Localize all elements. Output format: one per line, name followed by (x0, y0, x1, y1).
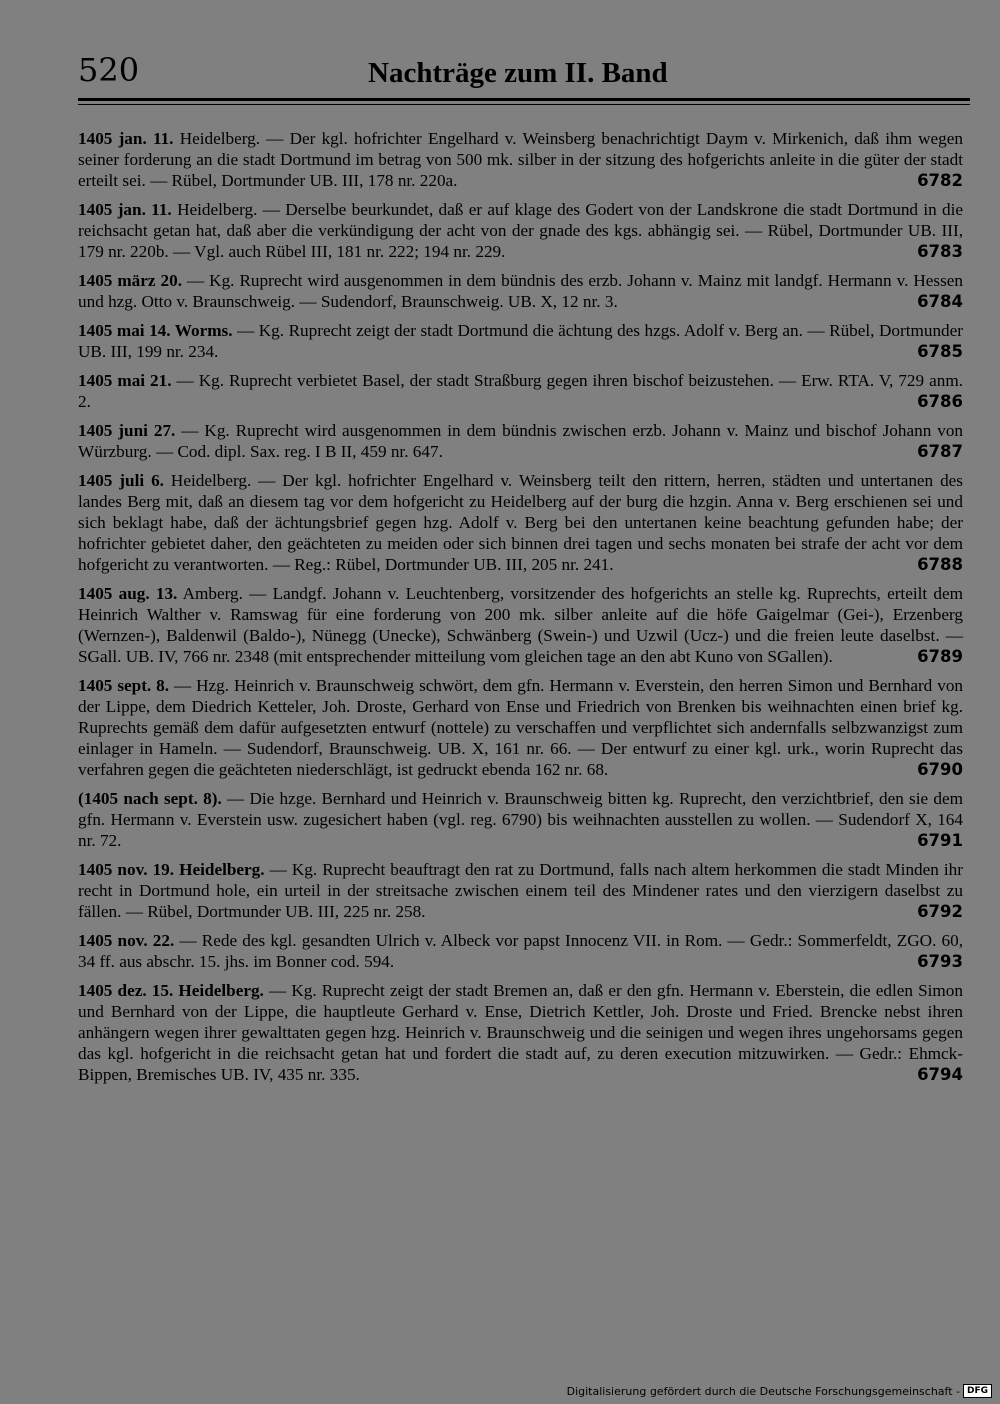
regest-date: 1405 juli 6. (78, 471, 164, 490)
regest-text: — Kg. Ruprecht zeigt der stadt Bremen an, daß er den gfn. Hermann v. Eberstein, die edlen Simon und Bernhard von der Lippe, die hauptleute Gerhard v. Ense, Dietrich Kettler, Joh. Droste und Fried. Brencke nebst ihren anhängern wegen ihrer gewalttaten gegen hzg. Heinrich v. Braunschweig und die seinigen und wegen ihres ungehorsams gegen das kgl. hofgericht in die reichsacht getan hat und fordert die stadt auf, zu deren execution mitzuwirken. — Gedr.: Ehmck-Bippen, Bremisches UB. IV, 435 nr. 335. (78, 981, 963, 1084)
regest-date: 1405 jan. 11. (78, 129, 174, 148)
regest-text: — Kg. Ruprecht wird ausgenommen in dem bündnis zwischen erzb. Johann v. Mainz und bischof Johann von Würzburg. — Cod. dipl. Sax. reg. I B II, 459 nr. 647. (78, 421, 964, 461)
regest-text: — Kg. Ruprecht verbietet Basel, der stadt Straßburg gegen ihren bischof beizustehen. — Erw. RTA. V, 729 anm. 2. (78, 371, 964, 411)
page-number: 520 (78, 51, 140, 89)
regest-number: 6794 (917, 1065, 963, 1084)
regest-text: — Kg. Ruprecht zeigt der stadt Dortmund die ächtung des hzgs. Adolf v. Berg an. — Rübel, Dortmunder UB. III, 199 nr. 234. (78, 321, 963, 361)
regest-number: 6785 (917, 342, 963, 361)
regest-date: 1405 nov. 19. Heidelberg. (78, 860, 265, 879)
regest-number: 6792 (917, 902, 963, 921)
regest-text: — Rede des kgl. gesandten Ulrich v. Albeck vor papst Innocenz VII. in Rom. — Gedr.: Sommerfeldt, ZGO. 60, 34 ff. aus abschr. 15. jhs. im Bonner cod. 594. (78, 931, 964, 971)
regest-date: 1405 nov. 22. (78, 931, 175, 950)
regest-number: 6787 (917, 442, 963, 461)
regest-entry (78, 470, 963, 575)
regest-text: Heidelberg. — Der kgl. hofrichter Engelhard v. Weinsberg benachrichtigt Daym v. Mirkenich, daß ihm wegen seiner forderung an die stadt Dortmund im betrag von 500 mk. silber in der sitzung des hofgerichts anleite in die güter der stadt erteilt sei. — Rübel, Dortmunder UB. III, 178 nr. 220a. (78, 129, 963, 190)
regest-date: (1405 nach sept. 8). (78, 789, 222, 808)
regest-entry (78, 370, 963, 412)
regest-number: 6786 (917, 392, 963, 411)
regest-entry (78, 583, 963, 667)
page-header (78, 46, 968, 90)
regest-number: 6793 (917, 952, 963, 971)
regest-text: — Hzg. Heinrich v. Braunschweig schwört, dem gfn. Hermann v. Everstein, den herren Simon und Bernhard von der Lippe, dem Diedrich Ketteler, Joh. Droste, Gerhard von Ense und Friedrich von Brenken bis weihnachten einen brief kg. Ruprechts gemäß dem dafür aufgesetzten entwurf (nottele) zu verschaffen und verpflichtet sich andernfalls selbzwanzigst zum einlager in Hameln. — Sudendorf, Braunschweig. UB. X, 161 nr. 66. — Der entwurf zu einer kgl. urk., worin Ruprecht das verfahren gegen die geächteten niederschlägt, ist gedruckt ebenda 162 nr. 68. (78, 676, 964, 779)
regest-date: 1405 märz 20. (78, 271, 182, 290)
regest-text: Heidelberg. — Der kgl. hofrichter Engelhard v. Weinsberg teilt den rittern, herren, städten und untertanen des landes Berg mit, daß an diesem tag vor dem hofgericht zu Heidelberg auf der burg die hzgin. Anna v. Berg erschienen sei und sich beklagt habe, daß der ächtungsbrief gegen hzg. Adolf v. Berg bei den untertanen keine beachtung gefunden habe; der hofrichter gebietet daher, den geächteten zu meiden oder sich binnen drei tagen und sechs monaten bei strafe der acht vor dem hofgericht zu verantworten. — Reg.: Rübel, Dortmunder UB. III, 205 nr. 241. (78, 471, 963, 574)
dfg-logo-icon: DFG (963, 1384, 992, 1398)
regest-entry (78, 930, 963, 972)
regest-entry (78, 980, 963, 1085)
regest-number: 6782 (917, 171, 963, 190)
regest-entry (78, 128, 963, 191)
regest-entry (78, 788, 963, 851)
regest-date: 1405 aug. 13. (78, 584, 178, 603)
regest-entry (78, 270, 963, 312)
regest-number: 6791 (917, 831, 963, 850)
regest-number: 6784 (917, 292, 963, 311)
regest-number: 6788 (917, 555, 963, 574)
regest-list (78, 128, 963, 1093)
regest-entry (78, 675, 963, 780)
digitization-credit (567, 1384, 992, 1398)
credit-text: Digitalisierung gefördert durch die Deutsche Forschungsgemeinschaft - (566, 1384, 960, 1398)
regest-entry (78, 320, 963, 362)
regest-date: 1405 juni 27. (78, 421, 176, 440)
regest-number: 6790 (917, 760, 963, 779)
regest-date: 1405 dez. 15. Heidelberg. (78, 981, 264, 1000)
header-rule-thin (78, 104, 970, 105)
regest-date: 1405 sept. 8. (78, 676, 170, 695)
regest-entry (78, 199, 963, 262)
running-title: Nachträge zum II. Band (368, 57, 668, 89)
regest-text: — Kg. Ruprecht wird ausgenommen in dem bündnis des erzb. Johann v. Mainz mit landgf. Hermann v. Hessen und hzg. Otto v. Braunschweig. — Sudendorf, Braunschweig. UB. X, 12 nr. 3. (78, 271, 963, 311)
regest-date: 1405 mai 14. Worms. (78, 321, 233, 340)
regest-text: — Kg. Ruprecht beauftragt den rat zu Dortmund, falls nach altem herkommen die stadt Minden ihr recht in Dortmund hole, ein urteil in der streitsache zwischen einem teil des Mindener rates und den vierzigern daselbst zu fällen. — Rübel, Dortmunder UB. III, 225 nr. 258. (78, 860, 964, 921)
regest-date: 1405 mai 21. (78, 371, 172, 390)
regest-entry (78, 420, 963, 462)
regest-date: 1405 jan. 11. (78, 200, 172, 219)
regest-text: Amberg. — Landgf. Johann v. Leuchtenberg, vorsitzender des hofgerichts an stelle kg. Ruprechts, erteilt dem Heinrich Walther v. Ramswag für eine forderung von 200 mk. silber anleite auf die höfe Gaigelmar (Gei-), Erzenberg (Wernzen-), Baldenwil (Baldo-), Nünegg (Unecke), Schwänberg (Swein-) und Uzwil (Ucz-) und die freien leute daselbst. — SGall. UB. IV, 766 nr. 2348 (mit entsprechender mitteilung vom gleichen tage an den abt Kuno von SGallen). (78, 584, 963, 666)
regest-text: — Die hzge. Bernhard und Heinrich v. Braunschweig bitten kg. Ruprecht, den verzichtbrief, den sie dem gfn. Hermann v. Everstein usw. zugesichert haben (vgl. reg. 6790) bis weihnachten ausstellen zu wollen. — Sudendorf X, 164 nr. 72. (78, 789, 963, 850)
regest-number: 6783 (917, 242, 963, 261)
regest-text: Heidelberg. — Derselbe beurkundet, daß er auf klage des Godert von der Landskrone die stadt Dortmund in die reichsacht getan hat, daß aber die verkündigung der acht von der gnade des kgs. abhängig sei. — Rübel, Dortmunder UB. III, 179 nr. 220b. — Vgl. auch Rübel III, 181 nr. 222; 194 nr. 229. (78, 200, 964, 261)
header-rule (78, 98, 970, 101)
regest-number: 6789 (917, 647, 963, 666)
regest-entry (78, 859, 963, 922)
